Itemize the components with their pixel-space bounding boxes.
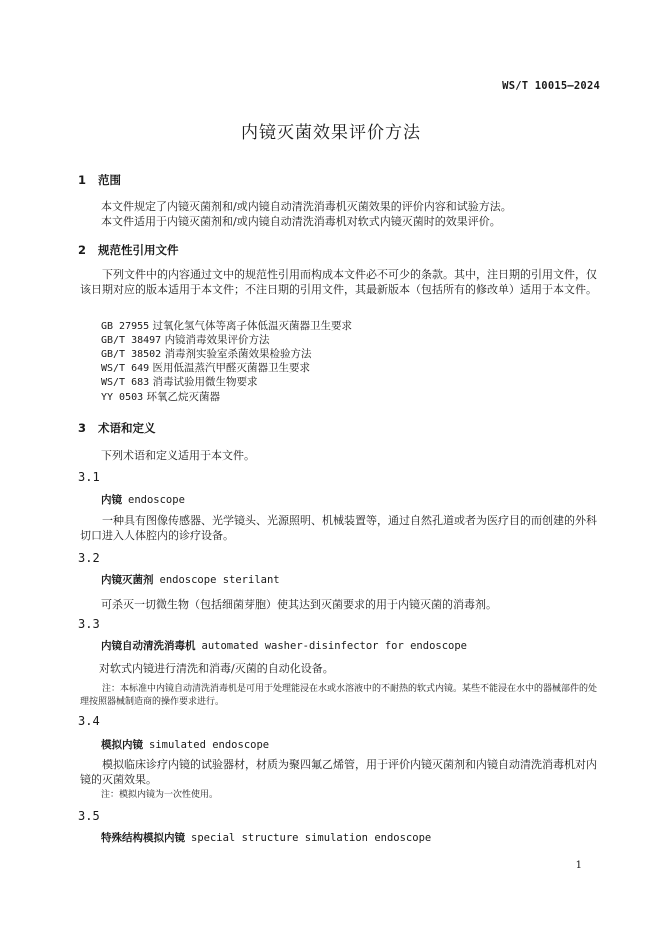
scope-paragraph-1: 本文件规定了内镜灭菌剂和/或内镜自动清洗消毒机灭菌效果的评价内容和试验方法。 [101,200,512,213]
term-zh: 内镜自动清洗消毒机 [101,640,196,652]
reference-title: 消毒剂实验室杀菌效果检验方法 [164,348,312,360]
term-entry [101,492,185,507]
reference-title: 过氧化氢气体等离子体低温灭菌器卫生要求 [152,320,353,332]
reference-code: GB/T 38497 [101,335,162,346]
term-entry [101,572,280,587]
term-zh: 特殊结构模拟内镜 [101,832,185,844]
section-heading-normative-references [78,242,179,258]
term-definition: 模拟临床诊疗内镜的试验器材，材质为聚四氟乙烯管，用于评价内镜灭菌剂和内镜自动清洗消毒机对内镜的灭菌效果。 [80,758,597,786]
reference-code: WS/T 649 [101,363,150,374]
section-number: 3 [78,421,87,435]
reference-code: GB 27955 [101,321,150,332]
reference-title: 环氧乙烷灭菌器 [146,391,220,403]
normative-intro: 下列文件中的内容通过文中的规范性引用而构成本文件必不可少的条款。其中，注日期的引用文件，仅该日期对应的版本适用于本文件；不注日期的引用文件，其最新版本（包括所有的修改单）适用于本文件。 [80,268,597,296]
clause-number: 3.4 [78,714,100,728]
document-title: 内镜灭菌效果评价方法 [241,123,421,143]
standard-code: WS/T 10015—2024 [502,80,600,92]
page-number: 1 [575,860,582,871]
scope-paragraph-2: 本文件适用于内镜灭菌剂和/或内镜自动清洗消毒机对软式内镜灭菌时的效果评价。 [101,215,501,228]
clause-number: 3.2 [78,551,100,565]
reference-title: 医用低温蒸汽甲醛灭菌器卫生要求 [152,362,311,374]
clause-number: 3.5 [78,809,100,823]
reference-item [101,389,220,404]
term-entry [101,830,431,845]
section-title: 术语和定义 [98,421,156,435]
reference-code: GB/T 38502 [101,349,162,360]
term-note: 注：本标准中内镜自动清洗消毒机是可用于处理能浸在水或水溶液中的不耐热的软式内镜。某些不能浸在水中的器械部件的处理按照器械制造商的操作要求进行。 [80,684,598,707]
reference-item [101,346,312,361]
reference-title: 内镜消毒效果评价方法 [164,334,270,346]
term-en: special structure simulation endoscope [191,832,432,844]
reference-title: 消毒试验用微生物要求 [152,376,258,388]
reference-item [101,360,310,375]
term-zh: 模拟内镜 [101,739,143,751]
reference-code: YY 0503 [101,392,144,403]
term-entry [101,737,269,752]
term-definition: 一种具有图像传感器、光学镜头、光源照明、机械装置等，通过自然孔道或者为医疗目的而创建的外科切口进入人体腔内的诊疗设备。 [80,514,597,542]
section-number: 2 [78,243,87,257]
term-zh: 内镜 [101,494,122,506]
reference-item [101,374,258,389]
clause-number: 3.1 [78,470,100,484]
term-en: automated washer-disinfector for endoscope [201,640,468,652]
terms-intro: 下列术语和定义适用于本文件。 [101,449,255,462]
reference-code: WS/T 683 [101,377,150,388]
term-entry [101,638,467,653]
term-definition: 可杀灭一切微生物（包括细菌芽胞）使其达到灭菌要求的用于内镜灭菌的消毒剂。 [101,598,497,611]
clause-number: 3.3 [78,617,100,631]
term-definition: 对软式内镜进行清洗和消毒/灭菌的自动化设备。 [99,662,334,675]
term-zh: 内镜灭菌剂 [101,574,154,586]
section-number: 1 [78,173,87,187]
section-title: 范围 [98,173,121,187]
term-note: 注：模拟内镜为一次性使用。 [101,790,219,800]
term-en: endoscope sterilant [159,574,280,586]
term-en: simulated endoscope [149,739,270,751]
section-heading-scope [78,172,121,188]
section-heading-terms [78,420,156,436]
reference-item [101,332,270,347]
term-en: endoscope [128,494,185,506]
reference-item [101,318,352,333]
section-title: 规范性引用文件 [98,243,179,257]
